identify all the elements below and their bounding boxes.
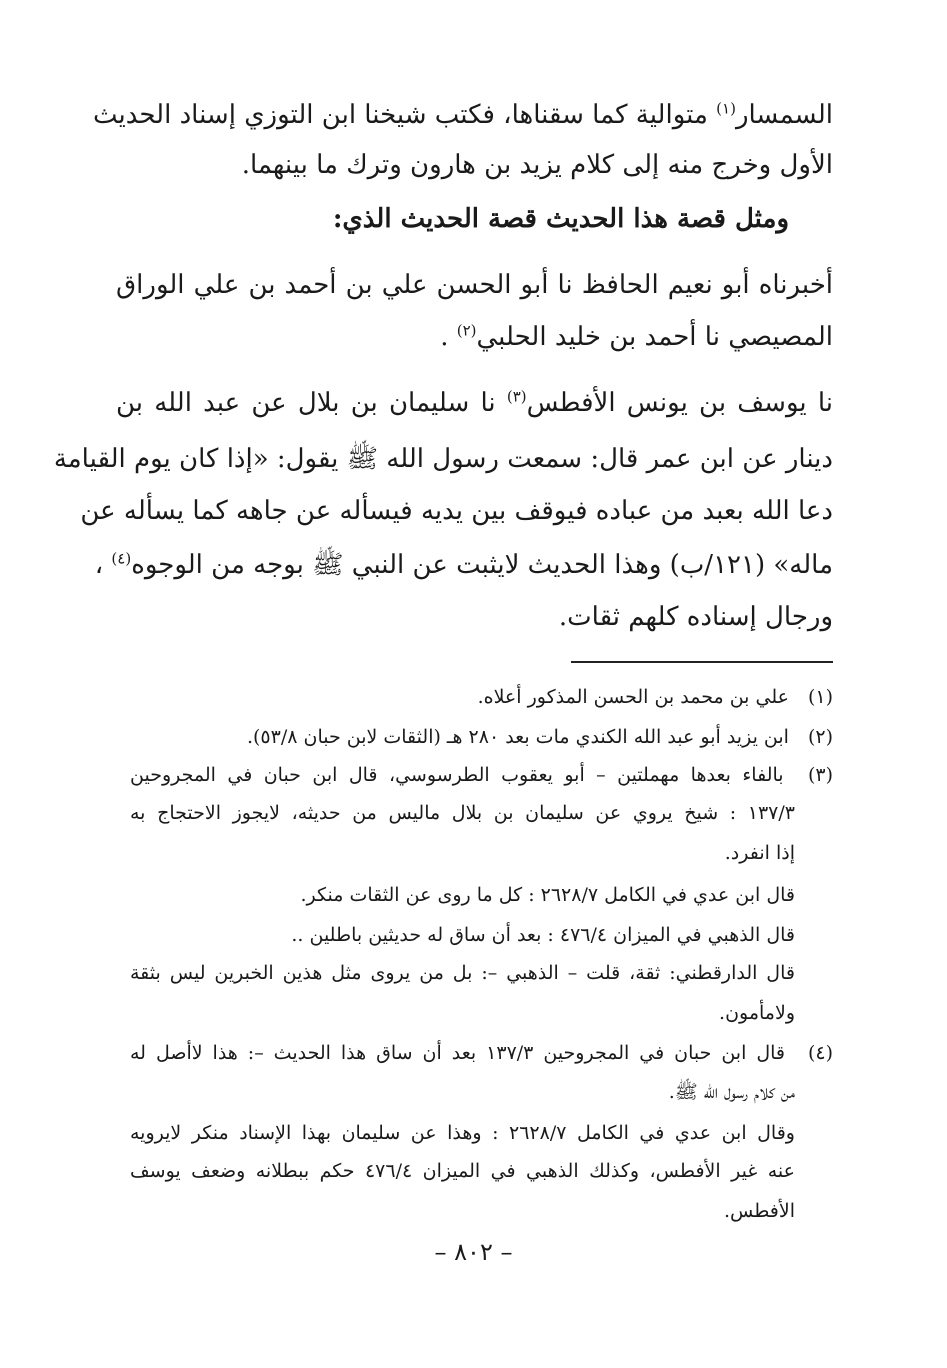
main-line-2: الأول وخرج منه إلى كلام يزيد بن هارون وترك ما بينهما.: [241, 150, 833, 180]
footnote-4-line-5: الأفطس.: [723, 1200, 795, 1222]
main-line-1-rest: متوالية كما سقناها، فكتب شيخنا ابن التوزي إسناد الحديث: [92, 100, 708, 130]
footnote-4: [130, 1042, 833, 1064]
footnote-2-number: (٢): [807, 726, 833, 748]
footnote-1-number: (١): [807, 686, 833, 708]
main-line-4-text: المصيصي نا أحمد بن خليد الحلبي: [476, 322, 833, 352]
main-line-8: [94, 548, 833, 586]
section-heading: ومثل قصة هذا الحديث قصة الحديث الذي:: [332, 204, 789, 234]
footnote-ref-1: (١): [716, 99, 736, 118]
footnote-separator: [571, 661, 833, 663]
footnote-ref-3: (٣): [506, 387, 527, 406]
footnote-1: [478, 686, 833, 708]
main-line-8-text: ماله» (١٢١/ب) وهذا الحديث لايثبت عن النبي ﷺ بوجه من الوجوه: [131, 550, 833, 580]
main-line-7: دعا الله بعبد من عباده فيوقف بين يديه فيسأله عن جاهه كما يسأله عن: [80, 496, 833, 526]
footnote-2-text: ابن يزيد أبو عبد الله الكندي مات بعد ٢٨٠ هـ (الثقات لابن حبان ٥٣/٨).: [246, 726, 789, 748]
footnote-3-line-2: ١٣٧/٣ : شيخ يروي عن سليمان بن بلال ماليس من حديثه، لايجوز الاحتجاج به: [130, 802, 795, 824]
main-line-1-word: السمسار: [735, 100, 833, 130]
footnote-3-line-4: قال ابن عدي في الكامل ٢٦٢٨/٧ : كل ما روى عن الثقات منكر.: [300, 884, 795, 906]
footnote-ref-4: (٤): [111, 549, 132, 568]
main-line-8-end: ،: [94, 550, 104, 580]
footnote-4-line-2: من كلام رسول الله ﷺ.: [668, 1081, 795, 1103]
footnote-4-line-3: وقال ابن عدي في الكامل ٢٦٢٨/٧ : وهذا عن سليمان بهذا الإسناد منكر لايرويه: [130, 1122, 795, 1144]
footnote-2: [247, 726, 833, 748]
main-line-3: أخبرناه أبو نعيم الحافظ نا أبو الحسن علي بن أحمد بن علي الوراق: [116, 270, 833, 300]
main-line-5-rest: نا سليمان بن بلال عن عبد الله بن: [116, 388, 496, 418]
footnote-3-line-1: بالفاء بعدها مهملتين – أبو يعقوب الطرسوسي، قال ابن حبان في المجروحين: [130, 764, 784, 786]
main-line-4-end: .: [440, 322, 449, 352]
footnote-3-line-7: ولامأمون.: [719, 1002, 795, 1024]
main-line-1: [92, 99, 833, 130]
footnote-3-line-6: قال الدارقطني: ثقة، قلت – الذهبي –: بل من يروى مثل هذين الخبرين ليس بثقة: [130, 962, 795, 984]
main-line-6: دينار عن ابن عمر قال: سمعت رسول الله ﷺ يقول: «إذا كان يوم القيامة: [53, 444, 833, 474]
main-line-5: [116, 388, 833, 418]
footnote-4-line-4: عنه غير الأفطس، وكذلك الذهبي في الميزان ٤٧٦/٤ حكم ببطلانه وضعف يوسف: [130, 1160, 795, 1182]
footnote-3-line-5: قال الذهبي في الميزان ٤٧٦/٤ : بعد أن ساق له حديثين باطلين ..: [291, 924, 795, 946]
page-number: – ٨٠٢ –: [434, 1238, 513, 1266]
footnote-ref-2: (٢): [456, 321, 477, 340]
main-line-9: ورجال إسناده كلهم ثقات.: [558, 602, 833, 632]
footnote-4-number: (٤): [807, 1042, 833, 1064]
footnote-3-number: (٣): [807, 764, 833, 786]
main-line-4: [440, 322, 833, 352]
footnote-3-line-3: إذا انفرد.: [724, 842, 795, 864]
footnote-1-text: علي بن محمد بن الحسن المذكور أعلاه.: [477, 686, 789, 708]
footnote-3: [130, 764, 833, 786]
main-line-5-start: نا يوسف بن يونس الأفطس: [526, 388, 834, 418]
footnote-4-line-1: قال ابن حبان في المجروحين ١٣٧/٣ بعد أن ساق هذا الحديث –: هذا لاأصل له: [130, 1042, 786, 1064]
